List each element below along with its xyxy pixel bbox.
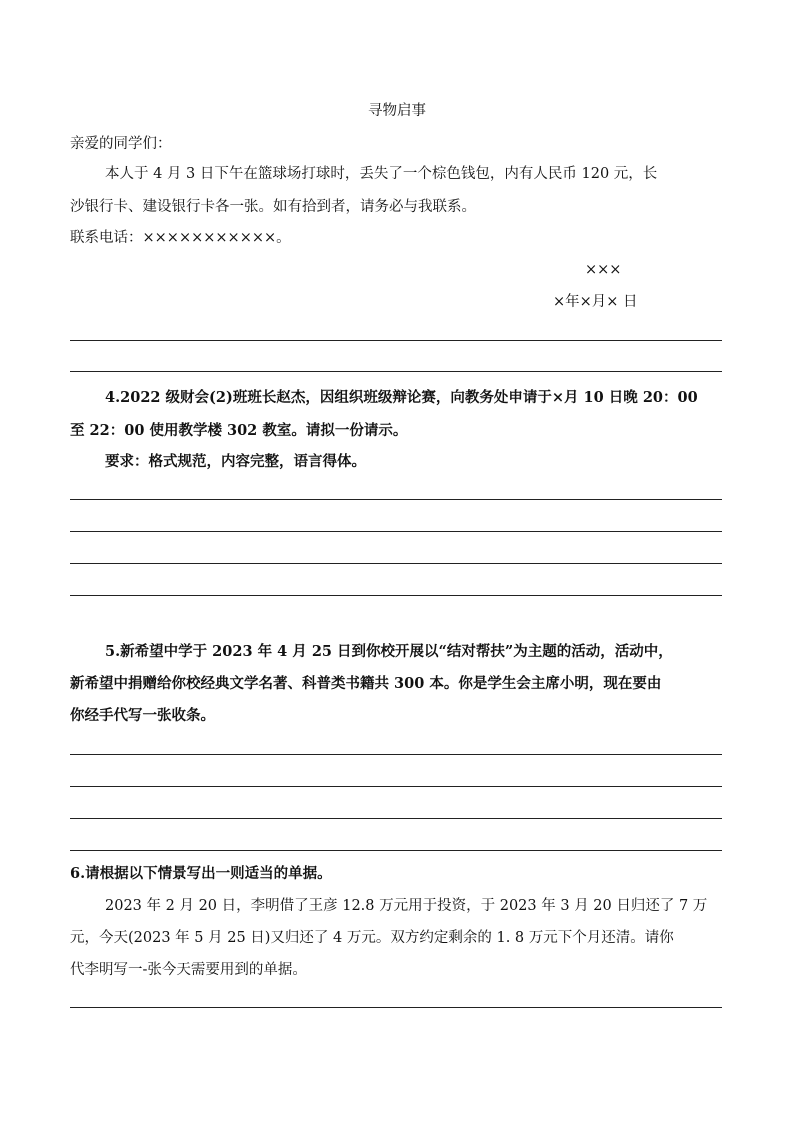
answer-line bbox=[70, 595, 722, 596]
answer-line bbox=[70, 850, 722, 851]
notice-greeting: 亲爱的同学们： bbox=[70, 136, 172, 152]
answer-line bbox=[70, 563, 722, 564]
q4-requirement: 要求：格式规范，内容完整，语言得体。 bbox=[105, 453, 366, 470]
q5-line3: 你经手代写一张收条。 bbox=[70, 707, 215, 724]
q5-line1: 5.新希望中学于 2023 年 4 月 25 日到你校开展以“结对帮扶”为主题的活动，活动中， bbox=[105, 643, 673, 660]
answer-line bbox=[70, 499, 722, 500]
q6-line2: 2023 年 2 月 20 日，李明借了王彦 12.8 万元用于投资，于 2023 年 3 月 20 日归还了 7 万 bbox=[105, 898, 708, 914]
answer-line bbox=[70, 1007, 722, 1008]
notice-contact: 联系电话：×××××××××××。 bbox=[70, 230, 291, 246]
notice-body-line1: 本人于 4 月 3 日下午在篮球场打球时，丢失了一个棕色钱包，内有人民币 120 元，长 bbox=[105, 166, 658, 182]
notice-body-line2: 沙银行卡、建设银行卡各一张。如有拾到者，请务必与我联系。 bbox=[70, 199, 476, 215]
q6-line4: 代李明写一-张今天需要用到的单据。 bbox=[70, 962, 307, 978]
answer-line bbox=[70, 531, 722, 532]
answer-line bbox=[70, 818, 722, 819]
notice-title: 寻物启事 bbox=[368, 103, 426, 119]
notice-date: ×年×月× 日 bbox=[553, 294, 638, 310]
q4-line1: 4.2022 级财会(2)班班长赵杰，因组织班级辩论赛，向教务处申请于×月 10 日晚 20：00 bbox=[105, 389, 698, 406]
q6-line3: 元，今天(2023 年 5 月 25 日)又归还了 4 万元。双方约定剩余的 1. 8 万元下个月还清。请你 bbox=[70, 930, 674, 946]
answer-line bbox=[70, 754, 722, 755]
q6-line1: 6.请根据以下情景写出一则适当的单据。 bbox=[70, 865, 332, 882]
notice-signature: ××× bbox=[585, 262, 622, 278]
q5-line2: 新希望中捐赠给你校经典文学名著、科普类书籍共 300 本。你是学生会主席小明，现在要由 bbox=[70, 675, 662, 692]
answer-line bbox=[70, 371, 722, 372]
answer-line bbox=[70, 340, 722, 341]
answer-line bbox=[70, 786, 722, 787]
q4-line2: 至 22：00 使用教学楼 302 教室。请拟一份请示。 bbox=[70, 422, 408, 439]
